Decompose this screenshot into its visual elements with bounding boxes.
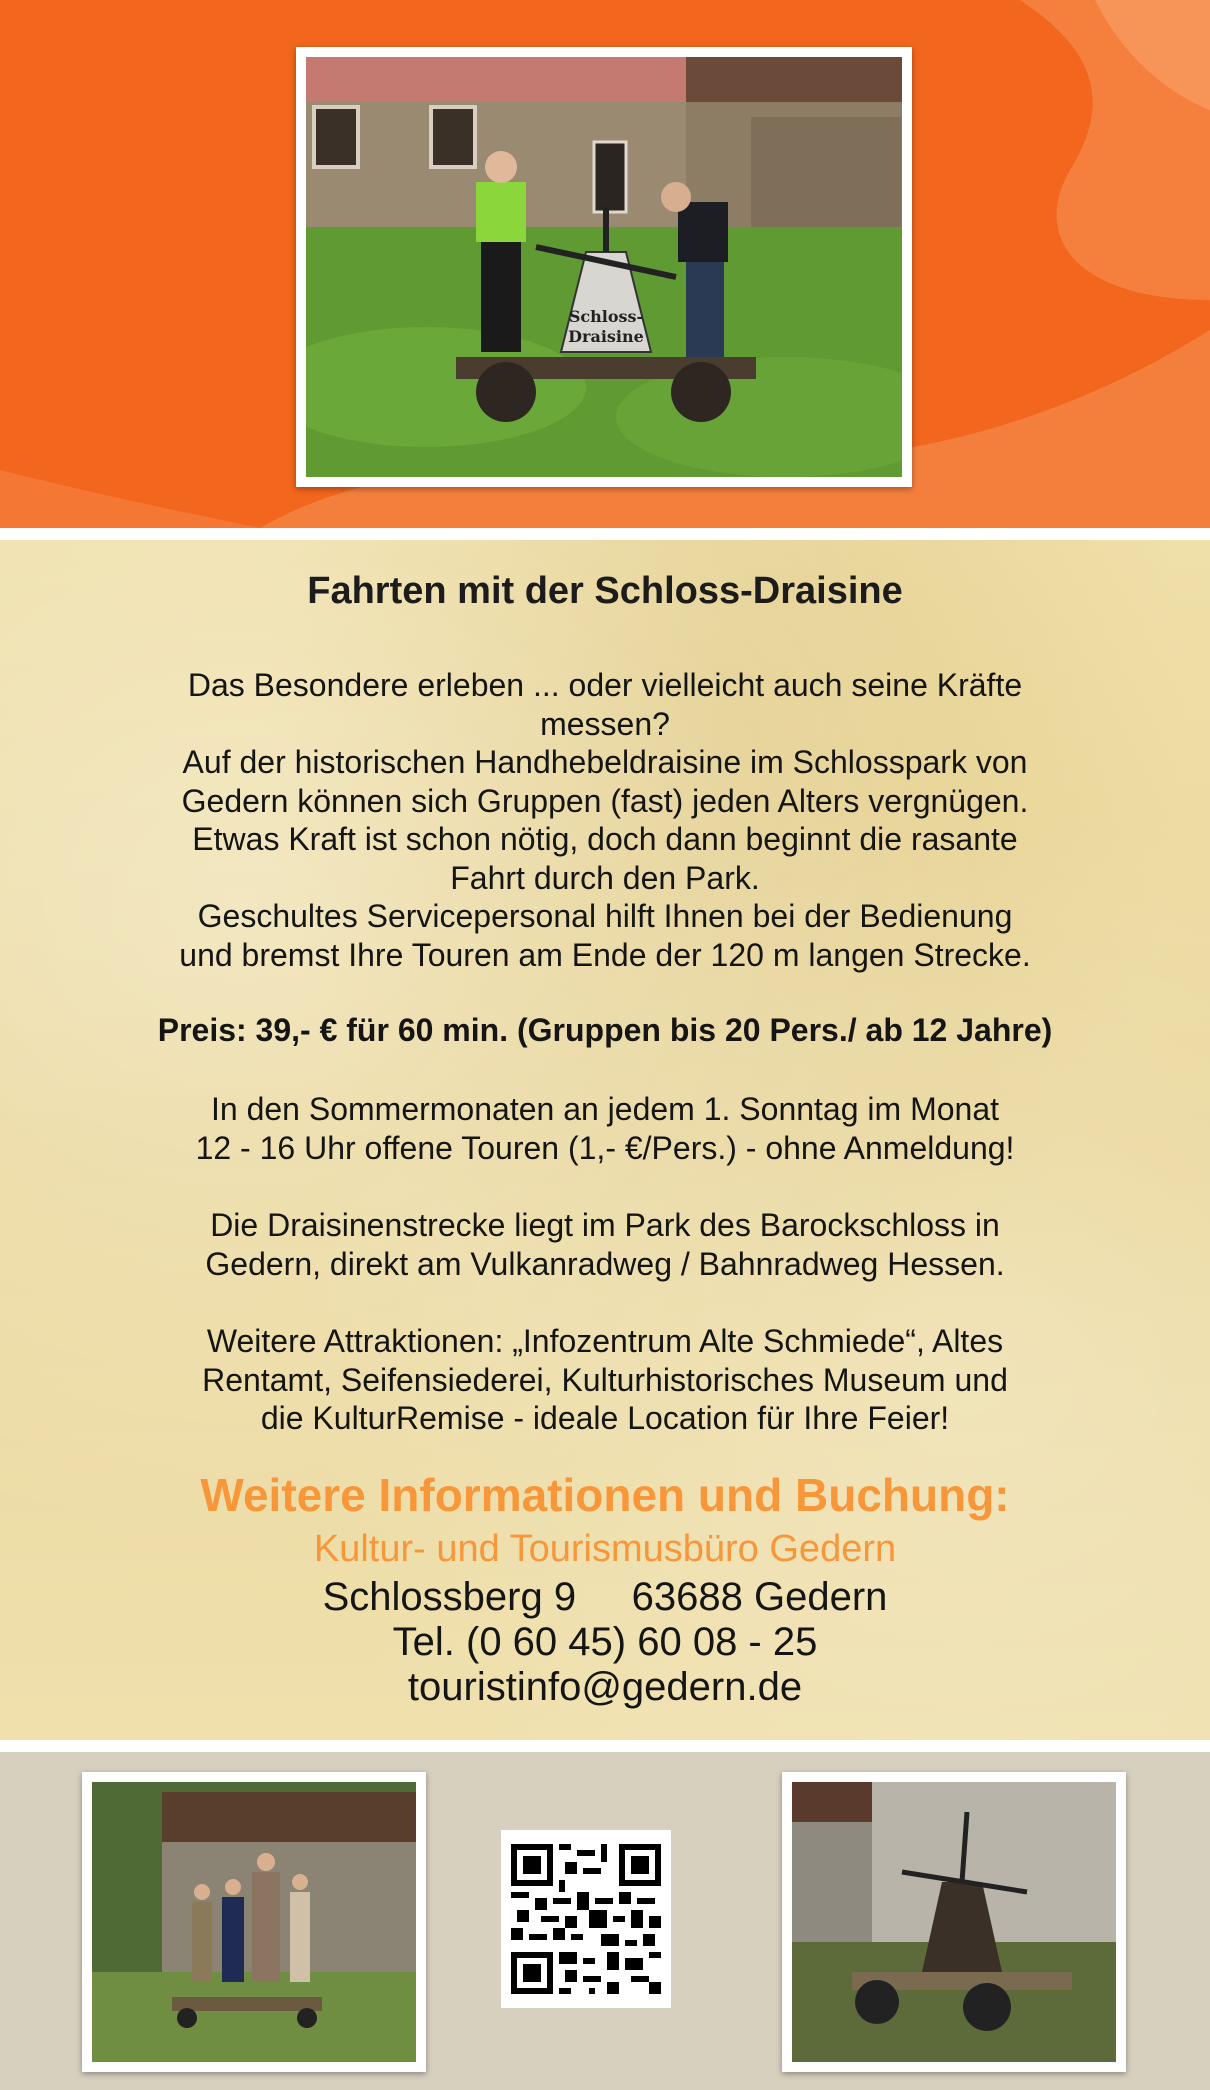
intro-line: und bremst Ihre Touren am Ende der 120 m langen Strecke. xyxy=(179,936,1031,973)
header-band xyxy=(0,0,1210,528)
email-link[interactable]: touristinfo@gedern.de xyxy=(407,1665,803,1709)
intro-line: Das Besondere erleben ... oder vielleicht auch seine Kräfte xyxy=(187,667,1023,703)
draisine-photo xyxy=(782,1772,1126,2072)
attractions-line: Rentamt, Seifensiederei, Kulturhistorisches Museum und xyxy=(202,1361,1008,1398)
location-line: Gedern, direkt am Vulkanradweg / Bahnradweg Hessen. xyxy=(205,1245,1005,1282)
intro-paragraph xyxy=(40,666,1170,974)
summer-paragraph xyxy=(40,1090,1170,1167)
office-name: Kultur- und Tourismusbüro Gedern xyxy=(313,1528,897,1570)
price-line: Preis: 39,- € für 60 min. (Gruppen bis 20 Pers./ ab 12 Jahre) xyxy=(157,1012,1053,1048)
intro-line: Geschultes Servicepersonal hilft Ihnen bei der Bedienung xyxy=(197,898,1013,934)
summer-line: 12 - 16 Uhr offene Touren (1,- €/Pers.) - ohne Anmeldung! xyxy=(195,1129,1015,1166)
info-title: Fahrten mit der Schloss-Draisine xyxy=(307,570,903,612)
location-line: Die Draisinenstrecke liegt im Park des Barockschloss in xyxy=(210,1207,1000,1243)
qr-code[interactable] xyxy=(501,1830,671,2008)
group-photo xyxy=(82,1772,426,2072)
intro-line: Etwas Kraft ist schon nötig, doch dann beginnt die rasante xyxy=(192,821,1018,857)
draisine-sign-line1: Schloss- xyxy=(568,307,644,326)
main-photo xyxy=(296,47,912,487)
location-paragraph xyxy=(40,1206,1170,1283)
draisine-sign-line2: Draisine xyxy=(568,327,644,346)
info-panel xyxy=(0,540,1210,1740)
attractions-paragraph xyxy=(40,1322,1170,1438)
intro-line: Gedern können sich Gruppen (fast) jeden Alters vergnügen. xyxy=(181,782,1029,819)
intro-line: Auf der historischen Handhebeldraisine im Schlosspark von xyxy=(182,744,1028,780)
phone[interactable]: Tel. (0 60 45) 60 08 - 25 xyxy=(392,1620,818,1664)
attractions-line: die KulturRemise - ideale Location für Ihre Feier! xyxy=(260,1400,950,1436)
address: Schlossberg 9 63688 Gedern xyxy=(322,1575,888,1619)
intro-line: Fahrt durch den Park. xyxy=(450,859,760,896)
intro-line: messen? xyxy=(540,705,670,742)
summer-line: In den Sommermonaten an jedem 1. Sonntag im Monat xyxy=(211,1091,999,1127)
footer-band xyxy=(0,1752,1210,2090)
more-info-heading: Weitere Informationen und Buchung: xyxy=(200,1469,1010,1521)
attractions-line: Weitere Attraktionen: „Infozentrum Alte Schmiede“, Altes xyxy=(206,1323,1004,1359)
